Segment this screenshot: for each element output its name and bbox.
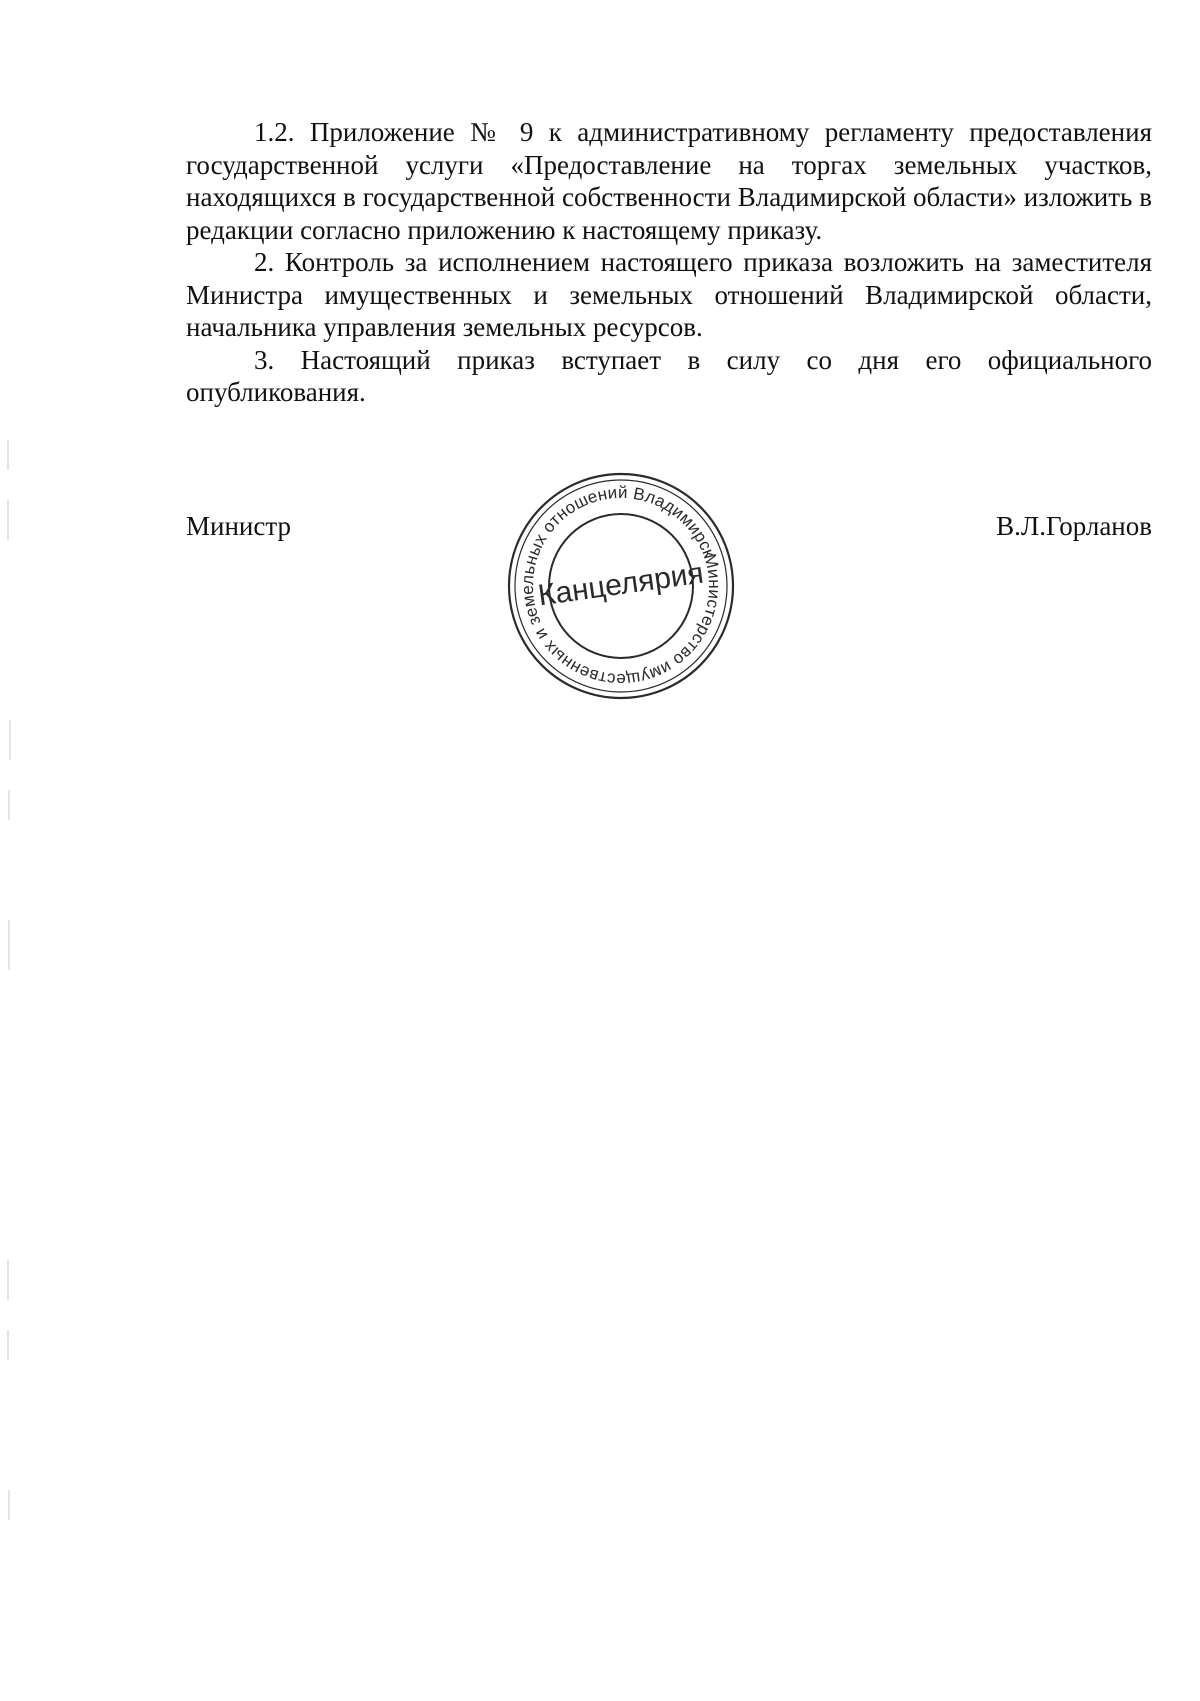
stamp-center-text: Канцелярия xyxy=(535,556,706,613)
stamp-graphic xyxy=(505,470,737,702)
paragraph-2: 2. Контроль за исполнением настоящего приказа возложить на заместителя Министра имущественных и земельных отношений Владимирской области, начальника управления земельных ресурсов. xyxy=(186,247,1152,342)
scan-margin-marks xyxy=(0,0,20,1696)
signer-title: Министр xyxy=(186,511,291,541)
signer-name: В.Л.Горланов xyxy=(996,511,1152,541)
office-stamp xyxy=(505,470,737,702)
paragraph-1-2: 1.2. Приложение № 9 к административному регламенту предоставления государственной услуги «Предоставление на торгах земельных участков, находящихся в государственной собственности Владимирской области» изложить в редакции согласно приложению к настоящему приказу. xyxy=(186,117,1152,245)
order-body xyxy=(186,116,1152,409)
paragraph-3: 3. Настоящий приказ вступает в силу со дня его официального опубликования. xyxy=(186,344,1152,407)
scan-noise-graphic xyxy=(0,0,20,1696)
stamp-outer-text: Министерство имущественных и земельных отношений Владимирской xyxy=(517,482,725,690)
